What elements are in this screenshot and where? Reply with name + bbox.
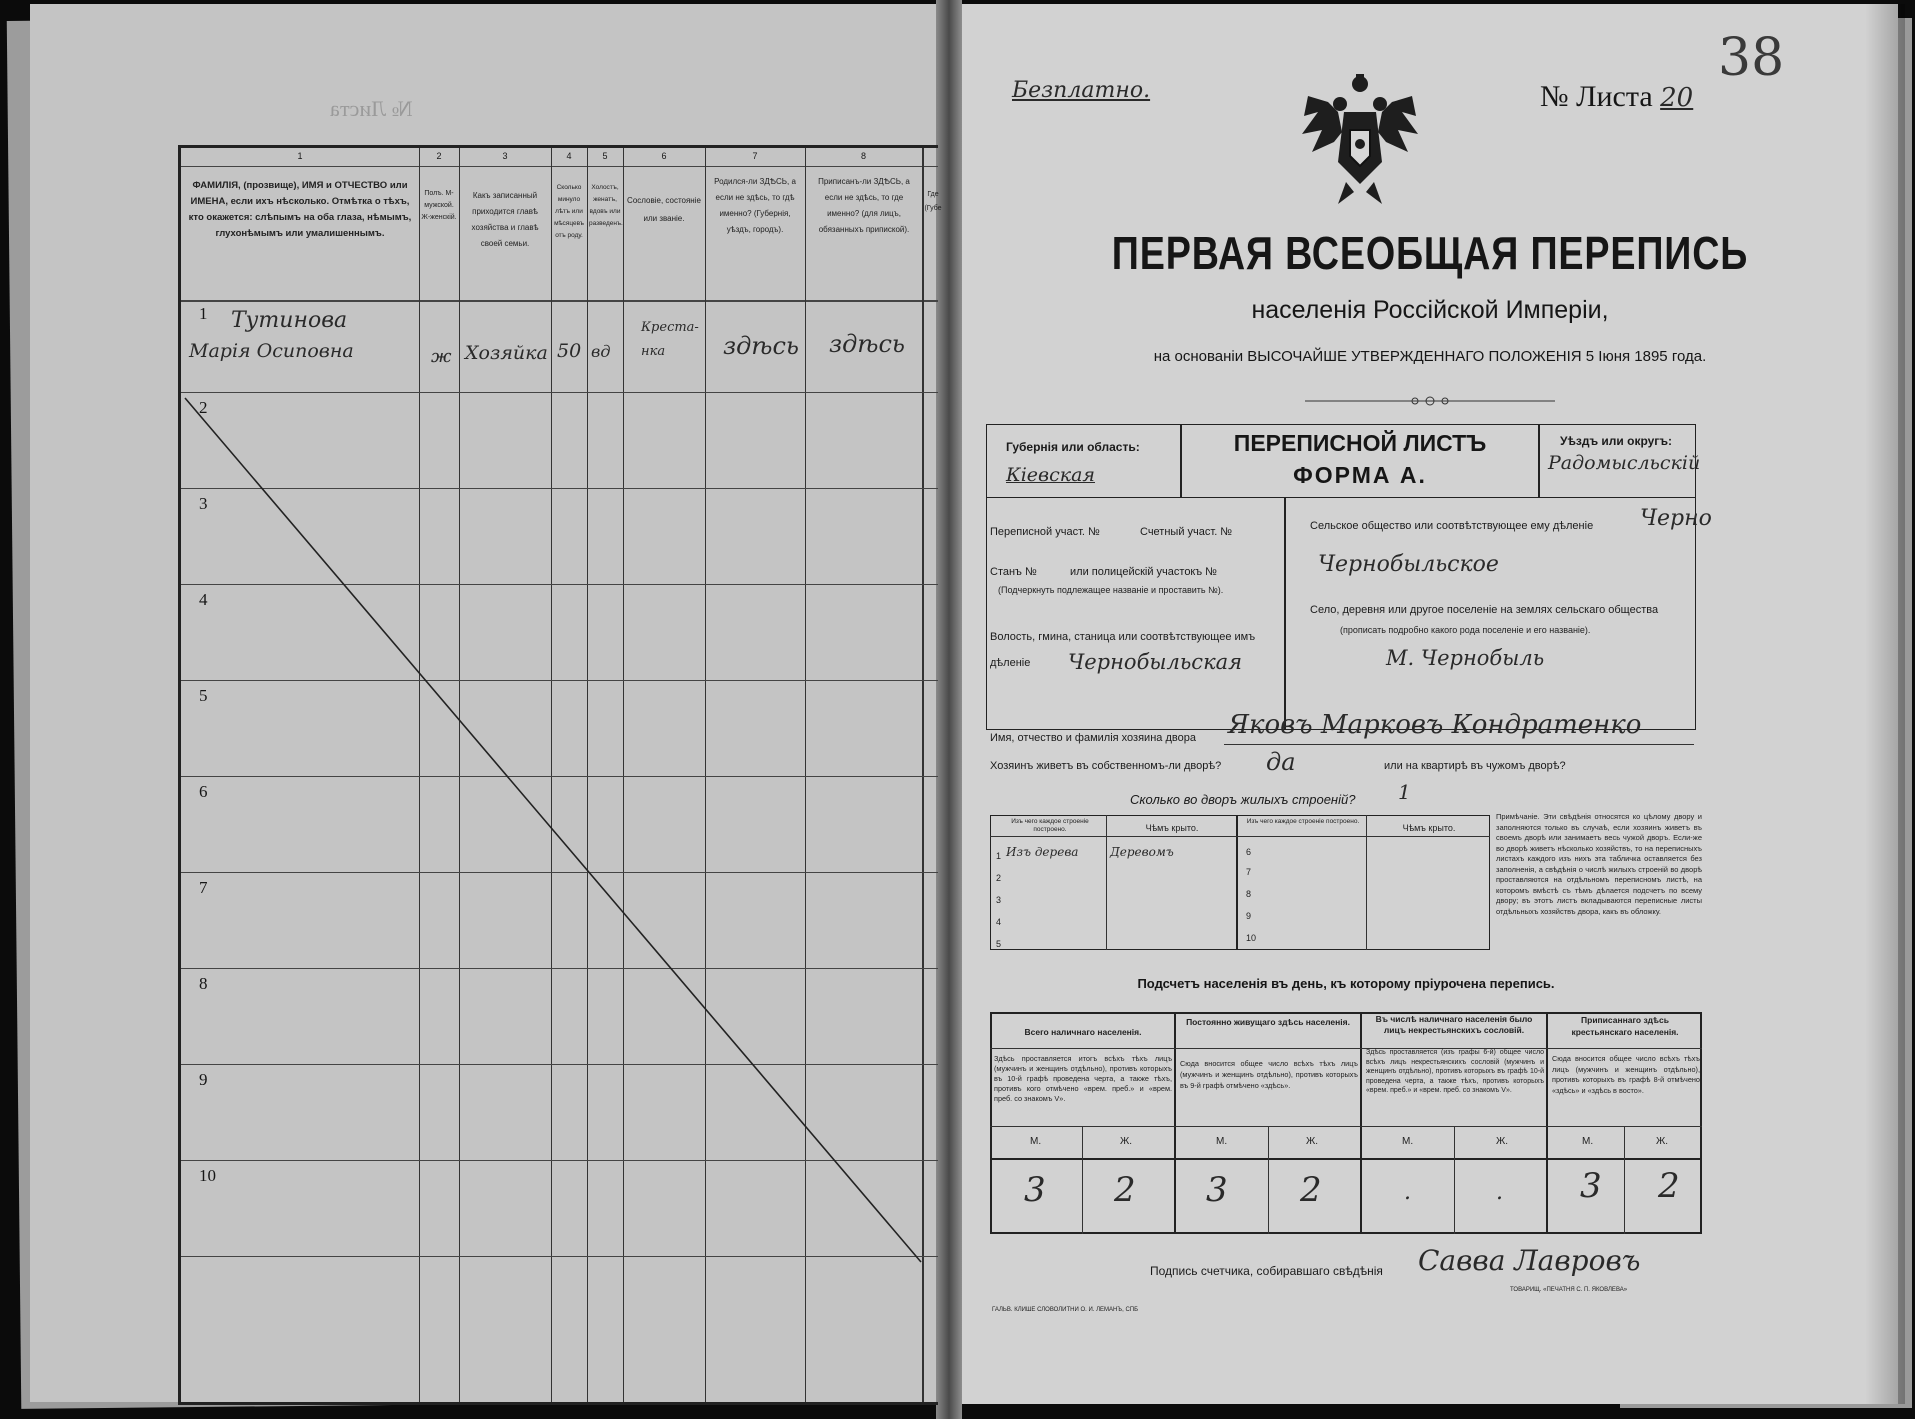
count-col2-male: 3 xyxy=(1206,1170,1228,1210)
village-value: М. Чернобыль xyxy=(1386,646,1545,670)
census-unit-label: Переписной участ. № xyxy=(990,526,1100,538)
gubernia-value: Кіевская xyxy=(1006,464,1095,486)
police-label: или полицейскій участокъ № xyxy=(1070,566,1217,578)
column-header-age: Сколько минуло лѣтъ или мѣсяцевъ отъ роду. xyxy=(554,184,584,239)
building-row-number: 6 xyxy=(1246,847,1252,857)
building-row-number: 5 xyxy=(996,939,1002,949)
building-row-number: 7 xyxy=(1246,867,1252,877)
sheet-number-value: 20 xyxy=(1660,83,1694,113)
society-value: Чернобыльское xyxy=(1318,552,1499,577)
female-label: Ж. xyxy=(1496,1136,1509,1147)
row-number: 3 xyxy=(199,494,208,513)
column-number: 7 xyxy=(752,151,758,161)
building-row-number: 2 xyxy=(996,873,1002,883)
building-row1-roof: Деревомъ xyxy=(1110,845,1174,859)
count-col2-female: 2 xyxy=(1300,1170,1322,1210)
count-col1-female: 2 xyxy=(1114,1170,1136,1210)
column-header-estate: Сословіе, состояніе или званіе. xyxy=(627,196,701,223)
building-row-number: 10 xyxy=(1246,933,1257,943)
document-subtitle: населенія Россійской Имперіи, xyxy=(1251,296,1609,324)
signature-label: Подпись счетчика, собиравшаго свѣдѣнія xyxy=(1150,1264,1383,1278)
male-label: М. xyxy=(1030,1136,1042,1147)
row-number: 6 xyxy=(199,782,208,801)
row1-surname: Тутинова xyxy=(231,308,348,333)
enumerator-signature: Савва Лавровъ xyxy=(1418,1244,1641,1277)
row-number: 1 xyxy=(199,304,208,323)
owner-value: Яковъ Марковъ Кондратенко xyxy=(1228,710,1642,740)
row1-registration: здѣсь xyxy=(829,330,905,358)
uezd-value: Радомысльскій xyxy=(1548,452,1701,474)
count-col1-male: 3 xyxy=(1024,1170,1046,1210)
column-header-sex: Полъ. М-мужской. Ж-женскій. xyxy=(421,190,457,221)
buildings-header-built: Изъ чего каждое строеніе построено. xyxy=(1011,818,1089,833)
cancel-stroke xyxy=(181,392,923,1408)
building-row-number: 8 xyxy=(1246,889,1252,899)
row-number: 4 xyxy=(199,590,208,609)
row1-marital: вд xyxy=(591,342,611,361)
count-col2-title: Постоянно живущаго здѣсь населенія. xyxy=(1186,1017,1350,1027)
sheet-number-label: № Листа xyxy=(1540,80,1653,113)
column-header-marital: Холостъ, женатъ, вдовъ или разведенъ. xyxy=(589,184,623,227)
buildings-header-roof-2: Чѣмъ крыто. xyxy=(1402,823,1456,833)
column-number: 5 xyxy=(602,151,608,161)
row-number: 10 xyxy=(199,1166,216,1185)
column-header-birthplace: Родился-ли ЗДѢСЬ, а если не здѣсь, то гдѣ именно? (Губернія, уѣздъ, городъ). xyxy=(714,177,796,234)
stan-label: Станъ № xyxy=(990,566,1037,578)
column-number: 3 xyxy=(502,151,508,161)
form-subtitle: ФОРМА А. xyxy=(1293,462,1427,488)
document-title: ПЕРВАЯ ВСЕОБЩАЯ ПЕРЕПИСЬ xyxy=(1111,227,1749,279)
count-unit-label: Счетный участ. № xyxy=(1140,526,1233,538)
row1-age: 50 xyxy=(557,340,582,362)
building-row1-material: Изъ дерева xyxy=(1006,845,1079,859)
count-col3-desc: Здѣсь проставляется (изъ графы 6-й) общее число всѣхъ лицъ некрестьянскихъ сословій (мужчинъ и женщинъ отдѣльно), противъ которыхъ въ графѣ 10-й проведена черта, а также тѣхъ, противъ которыхъ «врем. преб.» и «врем. преб. со знакомъ V». xyxy=(1366,1049,1544,1095)
village-note: (прописать подробно какого рода поселеніе и его названіе). xyxy=(1340,625,1591,635)
female-label: Ж. xyxy=(1656,1136,1669,1147)
row-number: 8 xyxy=(199,974,208,993)
owner-label: Имя, отчество и фамилія хозяина двора xyxy=(990,732,1196,744)
building-row-number: 9 xyxy=(1246,911,1252,921)
buildings-label: Сколько во дворъ жилыхъ строеній? xyxy=(1130,792,1356,807)
column-header-relation: Какъ записанный приходится главѣ хозяйства и главѣ своей семьи. xyxy=(471,191,539,248)
row-number: 7 xyxy=(199,878,208,897)
column-header-registration: Приписанъ-ли ЗДѢСЬ, а если не здѣсь, то где именно? (для лицъ, обязанныхъ припиской). xyxy=(818,177,910,234)
printer-footer-right: ТОВАРИЩ. «ПЕЧАТНЯ С. П. ЯКОВЛЕВА» xyxy=(1510,1287,1628,1293)
society-value-part1: Черно xyxy=(1640,506,1712,531)
row1-given-names: Марія Осиповна xyxy=(189,340,354,362)
count-col3-title: Въ числѣ наличнаго населенія было лицъ некрестьянскихъ сословій. xyxy=(1375,1014,1533,1035)
form-title: ПЕРЕПИСНОЙ ЛИСТЪ xyxy=(1233,430,1487,456)
column-header-name: ФАМИЛІЯ, (прозвище), ИМЯ и ОТЧЕСТВО или ИМЕНА, если ихъ нѣсколько. Отмѣтка о тѣхъ, кто окажется: слѣпымъ на оба глаза, нѣмымъ, глухонѣмымъ или умалишеннымъ. xyxy=(188,180,412,239)
free-label: Безплатно. xyxy=(1012,78,1151,103)
count-col4-male: 3 xyxy=(1580,1166,1602,1206)
printer-footer-left: ГАЛЬВ. КЛИШЕ СЛОВОЛИТНИ О. И. ЛЕМАНЪ, СПБ xyxy=(992,1307,1139,1313)
count-col4-desc: Сюда вносится общее число всѣхъ тѣхъ лицъ (мужчинъ и женщинъ отдѣльно), противъ которыхъ въ графѣ 8-й отмѣчено «здѣсь» и «здѣсь в восто». xyxy=(1552,1054,1700,1095)
column-number: 8 xyxy=(860,151,866,161)
volost-label: Волость, гмина, станица или соотвѣтствующее имъ дѣленіе xyxy=(990,631,1256,669)
male-label: М. xyxy=(1402,1136,1414,1147)
building-row-number: 4 xyxy=(996,917,1002,927)
row1-sex: ж xyxy=(431,346,452,367)
column-number: 4 xyxy=(566,151,572,161)
count-col4-title: Приписаннаго здѣсь крестьянскаго населенія. xyxy=(1571,1015,1679,1037)
village-label: Село, деревня или другое поселеніе на землях сельскаго общества xyxy=(1310,604,1659,616)
volost-value: Чернобыльская xyxy=(1068,650,1243,674)
row1-estate: Креста-нка xyxy=(641,320,699,359)
row-number: 5 xyxy=(199,686,208,705)
row1-birthplace: здѣсь xyxy=(723,332,799,360)
bleed-through-header: № Листа xyxy=(330,96,413,121)
count-col2-desc: Сюда вносится общее число всѣхъ тѣхъ лицъ (мужчинъ и женщинъ отдѣльно), противъ которыхъ въ 9-й графѣ отмѣчено «здѣсь». xyxy=(1180,1059,1358,1090)
male-label: М. xyxy=(1582,1136,1594,1147)
building-row-number: 1 xyxy=(996,851,1002,861)
female-label: Ж. xyxy=(1120,1136,1133,1147)
own-yard-label: Хозяинъ живетъ въ собственномъ-ли дворѣ? xyxy=(990,760,1222,772)
uezd-label: Уѣздъ или округъ: xyxy=(1560,434,1673,448)
buildings-header-built-2: Изъ чего каждое строеніе построено. xyxy=(1246,818,1360,825)
count-col3-female: . xyxy=(1496,1180,1503,1205)
rented-label: или на квартирѣ въ чужомъ дворѣ? xyxy=(1384,760,1566,772)
own-yard-value: да xyxy=(1266,748,1296,776)
buildings-note: Примѣчаніе. Эти свѣдѣнія относятся ко цѣлому двору и заполняются только въ случаѣ, если хозяинъ живетъ въ своемъ дворѣ или занимаетъ весь чужой дворъ. Если-же во дворѣ живетъ нѣсколько хозяйствъ, то на переписныхъ листахъ каждого изъ нихъ эта табличка оставляется без заполненія, а свѣдѣнія о числѣ жилыхъ строеній во дворѣ проставляются на отдѣльномъ переписномъ листѣ, на которомъ вмѣстѣ съ тѣмъ дѣлается подсчетъ по всему двору; въ этотъ листъ вкладываются переписные листы отдѣльныхъ хозяйствъ двора, какъ въ обложку. xyxy=(1496,812,1702,916)
building-row-number: 3 xyxy=(996,895,1002,905)
column-number: 2 xyxy=(436,151,442,161)
stan-note: (Подчеркнуть подлежащее названіе и проставить №). xyxy=(998,585,1224,595)
column-number: 6 xyxy=(661,151,667,161)
female-label: Ж. xyxy=(1306,1136,1319,1147)
count-title: Подсчетъ населенія въ день, къ которому пріурочена перепись. xyxy=(1137,976,1555,991)
buildings-value: 1 xyxy=(1398,780,1411,804)
census-table xyxy=(178,145,942,1405)
row-number: 9 xyxy=(199,1070,208,1089)
gubernia-label: Губернія или область: xyxy=(1006,440,1140,454)
column-number: 1 xyxy=(297,151,303,161)
count-col1-title: Всего наличнаго населенія. xyxy=(1024,1027,1142,1037)
count-col3-male: . xyxy=(1404,1180,1411,1205)
count-col4-female: 2 xyxy=(1658,1166,1680,1206)
column-header-partial: Где (Губе xyxy=(924,191,942,212)
ornament-divider xyxy=(1305,392,1555,410)
row-number: 2 xyxy=(199,398,208,417)
archive-page-number: 38 xyxy=(1718,28,1785,88)
male-label: М. xyxy=(1216,1136,1228,1147)
count-col1-desc: Здѣсь проставляется итогъ всѣхъ тѣхъ лицъ (мужчинъ и женщинъ отдѣльно), противъ которыхъ въ 10-й графѣ проведена черта, а также тѣхъ, противъ кого отмѣчено «врем. преб.» и «врем. преб. со знакомъ V». xyxy=(994,1054,1172,1103)
legal-basis: на основаніи ВЫСОЧАЙШЕ УТВЕРЖДЕННАГО ПОЛОЖЕНІЯ 5 Іюня 1895 года. xyxy=(1153,348,1707,365)
imperial-eagle-emblem xyxy=(1298,72,1422,208)
society-label: Сельское общество или соотвѣтствующее ему дѣленіе xyxy=(1310,520,1594,532)
buildings-header-roof: Чѣмъ крыто. xyxy=(1145,823,1199,833)
row1-relation: Хозяйка xyxy=(465,342,548,364)
